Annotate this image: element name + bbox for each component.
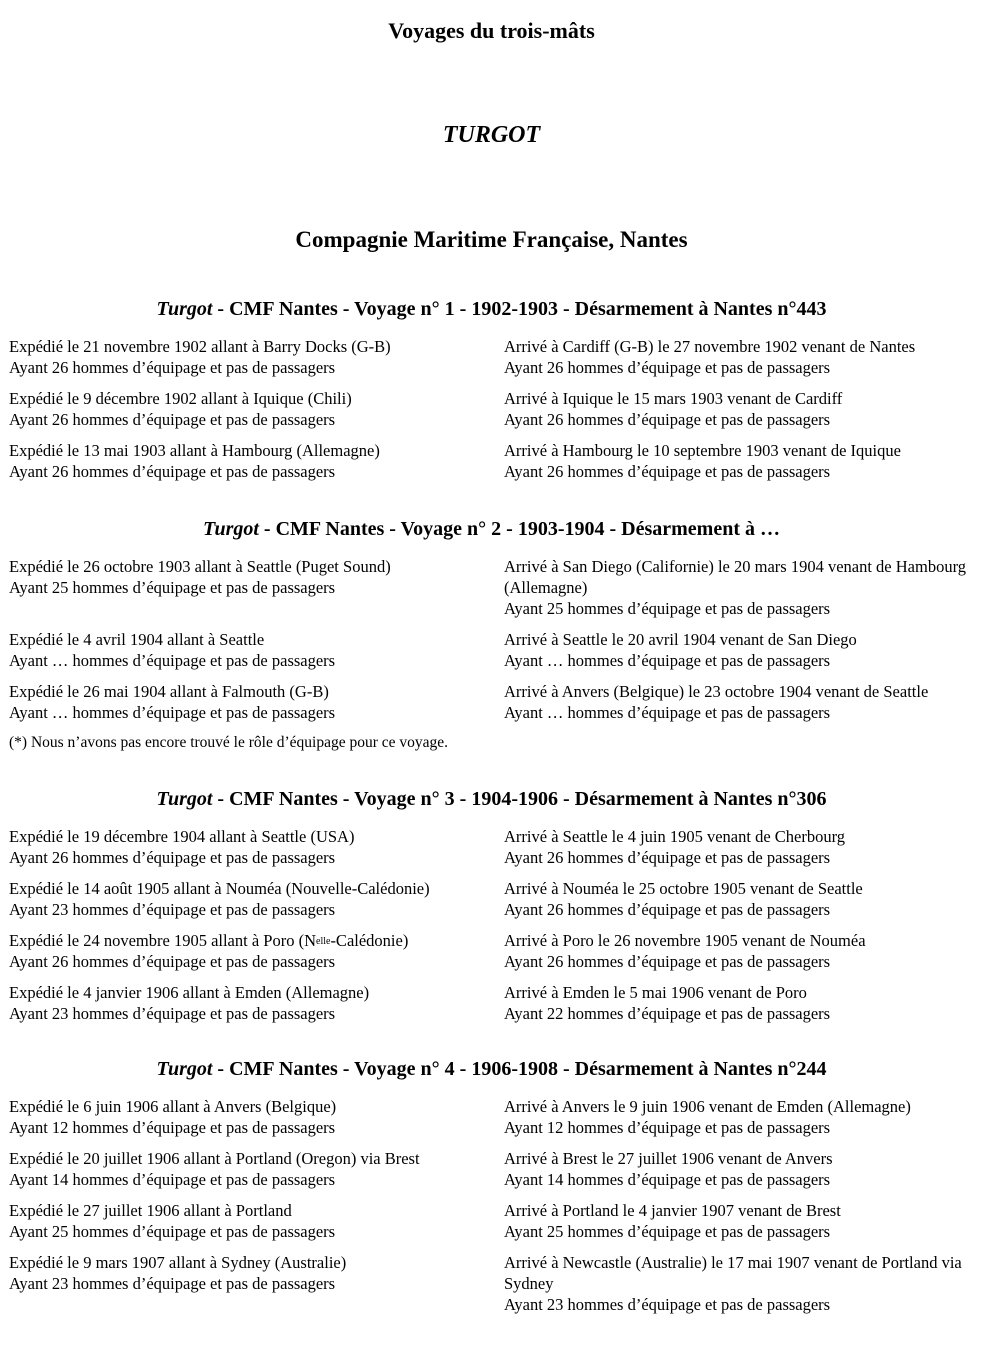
voyage-leg-row bbox=[0, 556, 983, 619]
arrival-entry bbox=[504, 930, 974, 972]
arrival-line: Arrivé à Seattle le 4 juin 1905 venant de Cherbourg bbox=[504, 827, 846, 846]
arrival-entry bbox=[504, 982, 974, 1024]
crew-line: Ayant 26 hommes d’équipage et pas de passagers bbox=[504, 848, 831, 867]
departure-entry bbox=[9, 1096, 504, 1138]
departure-entry bbox=[9, 1200, 504, 1242]
voyage-ship-name: Turgot bbox=[156, 1058, 213, 1080]
crew-line: Ayant 26 hommes d’équipage et pas de passagers bbox=[9, 410, 336, 429]
arrival-entry bbox=[504, 388, 974, 430]
departure-line: Expédié le 14 août 1905 allant à Nouméa (Nouvelle-Calédonie) bbox=[9, 879, 430, 898]
voyage-heading bbox=[0, 297, 983, 321]
arrival-line: Arrivé à Brest le 27 juillet 1906 venant de Anvers bbox=[504, 1149, 833, 1168]
superscript-abbreviation: elle bbox=[316, 936, 331, 947]
voyage-3-section bbox=[0, 787, 983, 1034]
departure-entry bbox=[9, 826, 504, 868]
arrival-entry bbox=[504, 1200, 974, 1242]
voyage-heading-text: - CMF Nantes - Voyage n° 4 - 1906-1908 - Désarmement à Nantes n°244 bbox=[212, 1058, 827, 1080]
crew-line: Ayant 26 hommes d’équipage et pas de passagers bbox=[9, 462, 336, 481]
arrival-line: Arrivé à Emden le 5 mai 1906 venant de Poro bbox=[504, 983, 807, 1002]
crew-line: Ayant … hommes d’équipage et pas de passagers bbox=[9, 703, 336, 722]
arrival-line: Arrivé à Seattle le 20 avril 1904 venant de San Diego bbox=[504, 630, 857, 649]
crew-line: Ayant … hommes d’équipage et pas de passagers bbox=[9, 651, 336, 670]
arrival-entry bbox=[504, 826, 974, 868]
crew-line: Ayant 26 hommes d’équipage et pas de passagers bbox=[504, 410, 831, 429]
crew-line: Ayant 23 hommes d’équipage et pas de passagers bbox=[9, 1274, 336, 1293]
crew-line: Ayant 22 hommes d’équipage et pas de passagers bbox=[504, 1004, 831, 1023]
voyage-heading-text: - CMF Nantes - Voyage n° 1 - 1902-1903 - Désarmement à Nantes n°443 bbox=[212, 298, 827, 320]
departure-entry bbox=[9, 440, 504, 482]
crew-line: Ayant 23 hommes d’équipage et pas de passagers bbox=[504, 1295, 831, 1314]
departure-line: Expédié le 4 avril 1904 allant à Seattle bbox=[9, 630, 265, 649]
voyage-1-section bbox=[0, 297, 983, 492]
voyage-heading-text: - CMF Nantes - Voyage n° 2 - 1903-1904 - Désarmement à … bbox=[258, 518, 780, 540]
document-title: Voyages du trois-mâts bbox=[388, 18, 595, 43]
crew-line: Ayant … hommes d’équipage et pas de passagers bbox=[504, 703, 831, 722]
departure-text: Expédié le 24 novembre 1905 allant à Poro (N bbox=[9, 931, 316, 950]
crew-line: Ayant 25 hommes d’équipage et pas de passagers bbox=[9, 578, 336, 597]
departure-entry bbox=[9, 388, 504, 430]
voyage-2-section bbox=[0, 517, 983, 753]
departure-line: Expédié le 6 juin 1906 allant à Anvers (Belgique) bbox=[9, 1097, 337, 1116]
departure-line: Expédié le 13 mai 1903 allant à Hambourg (Allemagne) bbox=[9, 441, 380, 460]
voyage-leg-row bbox=[0, 1096, 983, 1138]
voyage-leg-row bbox=[0, 1252, 983, 1315]
arrival-entry bbox=[504, 878, 974, 920]
arrival-entry bbox=[504, 336, 974, 378]
voyage-leg-row bbox=[0, 629, 983, 671]
departure-line: Expédié le 20 juillet 1906 allant à Portland (Oregon) via Brest bbox=[9, 1149, 420, 1168]
voyage-ship-name: Turgot bbox=[156, 788, 213, 810]
arrival-line: Arrivé à Iquique le 15 mars 1903 venant de Cardiff bbox=[504, 389, 843, 408]
departure-entry bbox=[9, 878, 504, 920]
crew-line: Ayant 23 hommes d’équipage et pas de passagers bbox=[9, 900, 336, 919]
voyage-leg-row bbox=[0, 930, 983, 972]
crew-line: Ayant 26 hommes d’équipage et pas de passagers bbox=[9, 358, 336, 377]
departure-text-end: -Calédonie) bbox=[330, 931, 409, 950]
crew-line: Ayant 14 hommes d’équipage et pas de passagers bbox=[9, 1170, 336, 1189]
arrival-entry bbox=[504, 1148, 974, 1190]
arrival-line: Arrivé à Newcastle (Australie) le 17 mai 1907 venant de Portland via Sydney bbox=[504, 1253, 962, 1293]
voyage-heading-text: - CMF Nantes - Voyage n° 3 - 1904-1906 - Désarmement à Nantes n°306 bbox=[212, 788, 827, 810]
arrival-entry bbox=[504, 556, 974, 619]
departure-line: Expédié le 26 mai 1904 allant à Falmouth (G-B) bbox=[9, 682, 329, 701]
departure-entry bbox=[9, 629, 504, 671]
crew-line: Ayant 26 hommes d’équipage et pas de passagers bbox=[504, 358, 831, 377]
departure-entry bbox=[9, 336, 504, 378]
departure-line bbox=[9, 930, 504, 951]
arrival-entry bbox=[504, 440, 974, 482]
departure-entry bbox=[9, 681, 504, 723]
crew-line: Ayant 25 hommes d’équipage et pas de passagers bbox=[504, 599, 831, 618]
ship-name: TURGOT bbox=[442, 122, 541, 148]
voyage-leg-row bbox=[0, 336, 983, 378]
departure-entry bbox=[9, 1148, 504, 1190]
footnote: (*) Nous n’avons pas encore trouvé le rôle d’équipage pour ce voyage. bbox=[9, 734, 449, 751]
departure-entry bbox=[9, 1252, 504, 1315]
crew-line: Ayant … hommes d’équipage et pas de passagers bbox=[504, 651, 831, 670]
crew-line: Ayant 26 hommes d’équipage et pas de passagers bbox=[9, 952, 336, 971]
voyage-leg-row bbox=[0, 826, 983, 868]
arrival-line: Arrivé à Anvers le 9 juin 1906 venant de Emden (Allemagne) bbox=[504, 1097, 911, 1116]
departure-entry bbox=[9, 556, 504, 619]
departure-line: Expédié le 9 mars 1907 allant à Sydney (Australie) bbox=[9, 1253, 347, 1272]
departure-line: Expédié le 9 décembre 1902 allant à Iquique (Chili) bbox=[9, 389, 352, 408]
crew-line: Ayant 26 hommes d’équipage et pas de passagers bbox=[504, 462, 831, 481]
voyage-leg-row bbox=[0, 440, 983, 482]
arrival-line: Arrivé à Poro le 26 novembre 1905 venant de Nouméa bbox=[504, 931, 866, 950]
voyage-leg-row bbox=[0, 388, 983, 430]
arrival-line: Arrivé à Nouméa le 25 octobre 1905 venant de Seattle bbox=[504, 879, 863, 898]
arrival-entry bbox=[504, 1096, 974, 1138]
crew-line: Ayant 26 hommes d’équipage et pas de passagers bbox=[504, 952, 831, 971]
crew-line: Ayant 25 hommes d’équipage et pas de passagers bbox=[9, 1222, 336, 1241]
arrival-line: Arrivé à Anvers (Belgique) le 23 octobre 1904 venant de Seattle bbox=[504, 682, 929, 701]
voyage-heading bbox=[0, 1057, 983, 1081]
voyage-leg-row bbox=[0, 982, 983, 1024]
arrival-line: Arrivé à San Diego (Californie) le 20 mars 1904 venant de Hambourg (Allemagne) bbox=[504, 557, 967, 597]
crew-line: Ayant 12 hommes d’équipage et pas de passagers bbox=[504, 1118, 831, 1137]
departure-line: Expédié le 21 novembre 1902 allant à Barry Docks (G-B) bbox=[9, 337, 391, 356]
voyage-leg-row bbox=[0, 1200, 983, 1242]
voyage-4-section bbox=[0, 1057, 983, 1325]
voyage-ship-name: Turgot bbox=[202, 518, 259, 540]
arrival-entry bbox=[504, 629, 974, 671]
departure-line: Expédié le 4 janvier 1906 allant à Emden (Allemagne) bbox=[9, 983, 370, 1002]
voyage-leg-row bbox=[0, 1148, 983, 1190]
crew-line: Ayant 26 hommes d’équipage et pas de passagers bbox=[9, 848, 336, 867]
departure-entry bbox=[9, 982, 504, 1024]
crew-line: Ayant 12 hommes d’équipage et pas de passagers bbox=[9, 1118, 336, 1137]
voyage-leg-row bbox=[0, 681, 983, 723]
crew-line: Ayant 14 hommes d’équipage et pas de passagers bbox=[504, 1170, 831, 1189]
crew-line: Ayant 23 hommes d’équipage et pas de passagers bbox=[9, 1004, 336, 1023]
arrival-entry bbox=[504, 681, 974, 723]
departure-line: Expédié le 26 octobre 1903 allant à Seattle (Puget Sound) bbox=[9, 557, 391, 576]
voyage-heading bbox=[0, 517, 983, 541]
crew-line: Ayant 26 hommes d’équipage et pas de passagers bbox=[504, 900, 831, 919]
arrival-line: Arrivé à Hambourg le 10 septembre 1903 venant de Iquique bbox=[504, 441, 901, 460]
voyage-leg-row bbox=[0, 878, 983, 920]
departure-line: Expédié le 19 décembre 1904 allant à Seattle (USA) bbox=[9, 827, 355, 846]
crew-line: Ayant 25 hommes d’équipage et pas de passagers bbox=[504, 1222, 831, 1241]
company-name: Compagnie Maritime Française, Nantes bbox=[295, 227, 688, 252]
arrival-entry bbox=[504, 1252, 974, 1315]
arrival-line: Arrivé à Portland le 4 janvier 1907 venant de Brest bbox=[504, 1201, 841, 1220]
voyage-ship-name: Turgot bbox=[156, 298, 213, 320]
departure-entry bbox=[9, 930, 504, 972]
arrival-line: Arrivé à Cardiff (G-B) le 27 novembre 1902 venant de Nantes bbox=[504, 337, 916, 356]
departure-line: Expédié le 27 juillet 1906 allant à Portland bbox=[9, 1201, 292, 1220]
voyage-heading bbox=[0, 787, 983, 811]
